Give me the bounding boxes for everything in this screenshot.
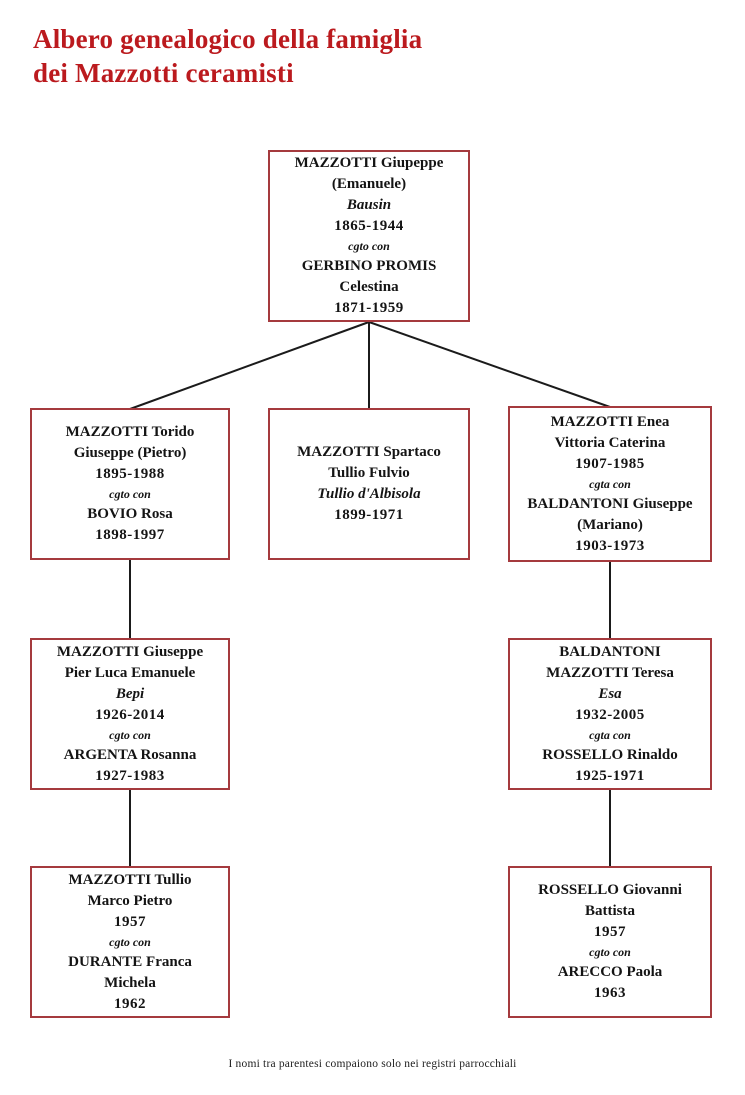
node-line-name: Michela [104, 974, 156, 991]
node-line-marriage: cgta con [589, 476, 631, 491]
node-line-name: MAZZOTTI Tullio [68, 871, 192, 888]
node-line-name: BALDANTONI [559, 643, 661, 660]
node-line-years: 1895-1988 [95, 466, 165, 482]
node-line-years: 1925-1971 [575, 767, 645, 784]
connector-root-to-torido [130, 322, 369, 409]
node-line-name: MAZZOTTI Giuseppe [56, 643, 204, 660]
page-title-line-1: Albero genealogico della famiglia [33, 24, 423, 54]
node-line-name: ROSSELLO Giovanni [538, 882, 682, 898]
node-line-marriage: cgto con [109, 487, 151, 501]
node-line-name: BALDANTONI Giuseppe [527, 495, 693, 512]
page-title [33, 22, 653, 90]
node-line-name: MAZZOTTI Teresa [546, 664, 674, 681]
tree-node-mazzotti-torido-giuseppe [30, 408, 230, 560]
node-line-name: (Mariano) [577, 516, 643, 533]
node-line-name: MAZZOTTI Enea [550, 413, 670, 430]
node-line-name: GERBINO PROMIS [301, 258, 437, 274]
footnote: I nomi tra parentesi compaiono solo nei registri parrocchiali [228, 1058, 517, 1070]
tree-node-baldantoni-mazzotti-teresa [508, 638, 712, 790]
node-line-name: Marco Pietro [87, 892, 173, 909]
node-line-years: 1957 [594, 924, 626, 940]
page-title-line-2: dei Mazzotti ceramisti [33, 58, 294, 88]
node-line-marriage: cgto con [109, 727, 151, 742]
node-line-name: ARECCO Paola [557, 964, 663, 980]
node-line-name: Celestina [339, 279, 399, 295]
node-line-years: 1932-2005 [575, 706, 645, 723]
node-line-years: 1926-2014 [95, 706, 165, 723]
node-line-name: DURANTE Franca [68, 953, 192, 970]
node-line-nickname: Bausin [346, 197, 392, 213]
tree-node-mazzotti-tullio-marco [30, 866, 230, 1018]
node-line-years: 1907-1985 [575, 455, 645, 472]
tree-node-mazzotti-enea-vittoria [508, 406, 712, 562]
tree-node-mazzotti-spartaco-tullio [268, 408, 470, 560]
node-line-years: 1898-1997 [95, 527, 165, 543]
node-line-marriage: cgto con [348, 239, 390, 253]
node-line-marriage: cgto con [109, 934, 151, 949]
node-line-name: ROSSELLO Rinaldo [542, 746, 678, 763]
node-line-years: 1957 [114, 913, 146, 930]
node-line-name: MAZZOTTI Spartaco [297, 444, 441, 460]
tree-node-rossello-giovanni-battista [508, 866, 712, 1018]
node-line-name: BOVIO Rosa [87, 506, 173, 522]
node-line-nickname: Esa [598, 685, 622, 702]
node-line-marriage: cgto con [589, 945, 631, 959]
node-line-nickname: Bepi [115, 685, 145, 702]
node-line-years: 1899-1971 [334, 507, 404, 523]
node-line-years: 1871-1959 [334, 300, 404, 316]
node-line-name: MAZZOTTI Torido [65, 424, 195, 440]
node-line-years: 1963 [594, 985, 626, 1001]
tree-node-mazzotti-giupeppe-emanuele [268, 150, 470, 322]
node-line-years: 1865-1944 [334, 218, 404, 234]
connector-root-to-enea [369, 322, 610, 407]
node-line-marriage: cgta con [589, 727, 631, 742]
node-line-name: Giuseppe (Pietro) [73, 445, 187, 461]
node-line-name: ARGENTA Rosanna [63, 746, 197, 763]
node-line-name: Battista [585, 903, 635, 919]
node-line-years: 1962 [114, 995, 146, 1012]
node-line-name: Pier Luca Emanuele [64, 664, 196, 681]
node-line-years: 1903-1973 [575, 537, 645, 554]
node-line-name: (Emanuele) [331, 176, 407, 192]
node-line-name: Vittoria Caterina [554, 434, 666, 451]
node-line-name: Tullio Fulvio [328, 465, 410, 481]
tree-node-mazzotti-giuseppe-bepi [30, 638, 230, 790]
node-line-years: 1927-1983 [95, 767, 165, 784]
node-line-name: MAZZOTTI Giupeppe [294, 155, 444, 171]
node-line-nickname: Tullio d'Albisola [317, 486, 421, 502]
